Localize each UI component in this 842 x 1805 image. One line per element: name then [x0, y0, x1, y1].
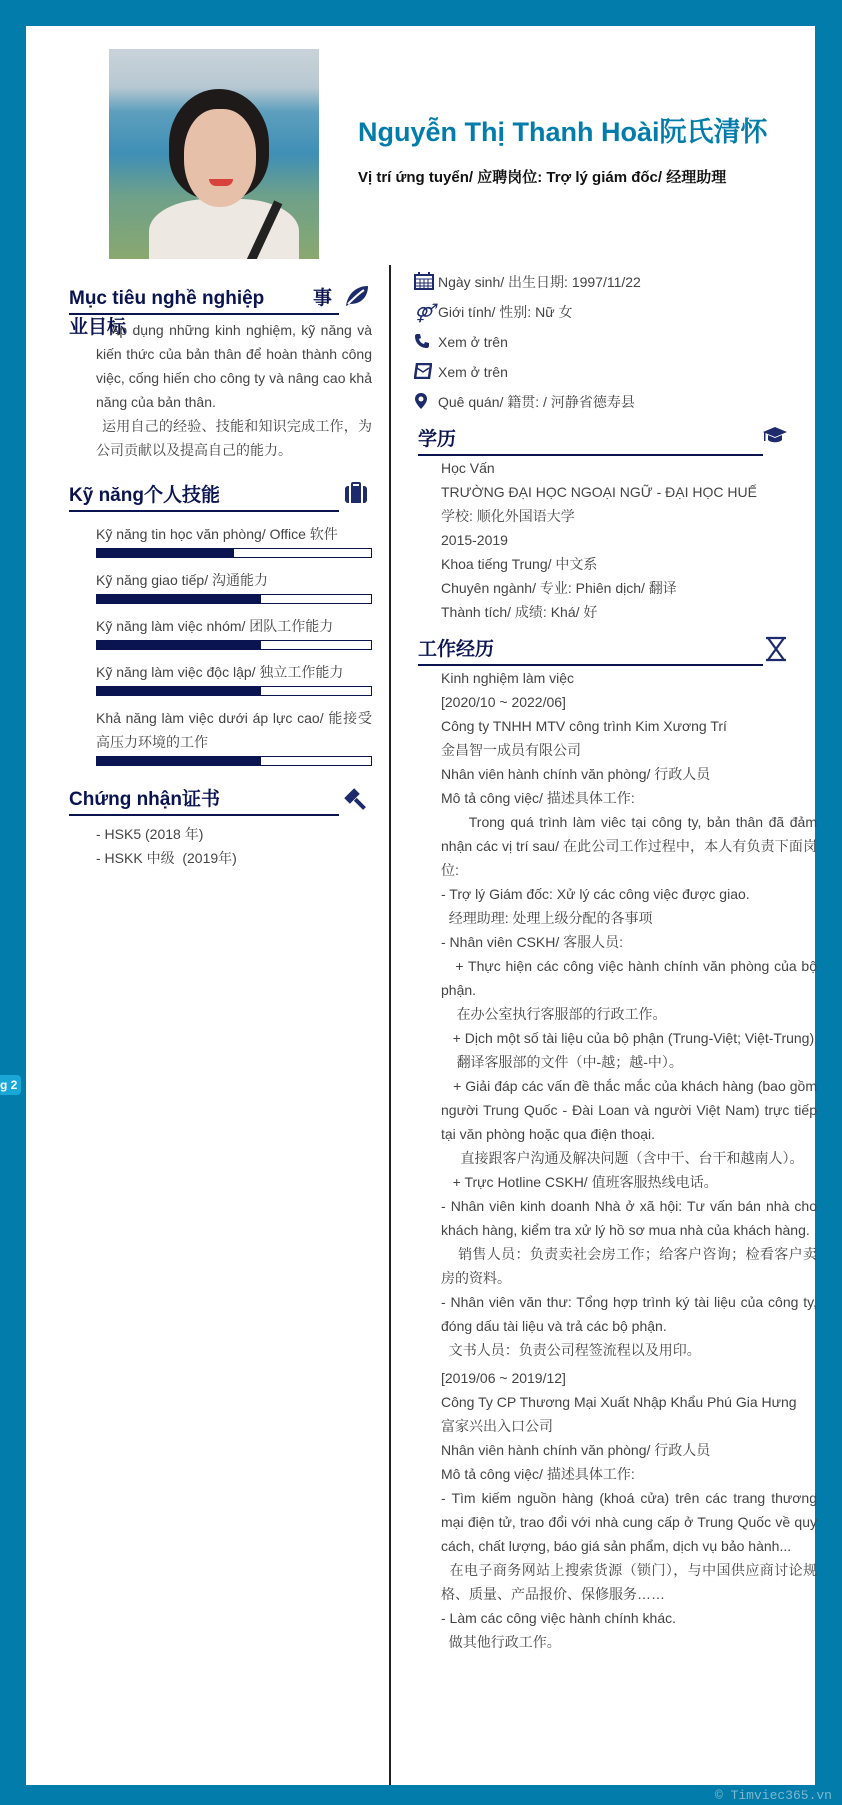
- cv-page: [26, 26, 821, 1785]
- job-role: Nhân viên hành chính văn phòng/ 行政人员: [441, 766, 711, 782]
- copyright: © Timviec365.vn: [714, 1788, 832, 1803]
- hourglass-icon: [764, 636, 788, 667]
- objective-text-vi: Áp dụng những kinh nghiệm, kỹ năng và kiến thức của bản thân để hoàn thành công việc, cống hiến cho công ty và nâng cao khả năng của bản thân.: [96, 322, 372, 410]
- skill-bar: [96, 686, 372, 696]
- skill-label: Kỹ năng giao tiếp/ 沟通能力: [96, 572, 268, 588]
- experience-heading: Kinh nghiệm làm việc: [441, 670, 575, 686]
- job-role: Nhân viên hành chính văn phòng/ 行政人员: [441, 1442, 711, 1458]
- section-underline: [69, 313, 339, 315]
- skills-title: Kỹ năng个人技能: [69, 485, 220, 506]
- job-company-cn: 富家兴出入口公司: [441, 1418, 553, 1434]
- job-company-cn: 金昌智一成员有限公司: [441, 742, 581, 758]
- candidate-name: Nguyễn Thị Thanh Hoài阮氏清怀: [358, 117, 768, 147]
- skill-bar: [96, 548, 372, 558]
- education-title: 学历: [418, 429, 457, 450]
- objective-title-cn: 事: [313, 288, 333, 309]
- leaf-icon: [344, 284, 370, 313]
- briefcase-icon: [344, 482, 368, 509]
- applied-position: Vị trí ứng tuyển/ 应聘岗位: Trợ lý giám đốc/ 经理助理: [358, 169, 727, 186]
- experience-details: Kinh nghiệm làm việc [2020/10 ~ 2022/06] Công ty TNHH MTV công trình Kim Xương Trí 金昌智一成员有限公司 Nhân viên hành chính văn phòng/ 行政人员 Mô tả công việc/ 描述具体工作: Trong quá trình làm viêc tại công ty, bản thân đã đảm nhận các vị trí sau/ 在此公司工作过程中，本人有负责下面岗位: - Trợ lý Giám đốc: Xử lý các công việc được giao. 经理助理: 处理上级分配的各事项 - Nhân viên CSKH/ 客服人员: + Thực hiện các công việc hành chính văn phòng của bộ phận. 在办公室执行客服部的行政工作。 + Dịch một số tài liệu của bộ phận (Trung-Việt; Việt-Trung) 翻译客服部的文件（中-越；越-中）。 + Giải đáp các vấn đề thắc mắc của khách hàng (bao gồm người Trung Quốc - Đài Loan và người Việt Nam) trực tiếp tại văn phòng hoặc qua điện thoại. 直接跟客户沟通及解决问题（含中干、台干和越南人）。 + Trực Hotline CSKH/ 值班客服热线电话。 - Nhân viên kinh doanh Nhà ở xã hội: Tư vấn bán nhà cho khách hàng, kiểm tra xử lý hồ sơ mua nhà của khách hàng. 销售人员：负责卖社会房工作；给客户咨询；检看客户卖房的资料。 - Nhân viên văn thư: Tổng hợp trình ký tài liệu của công ty, đóng dấu tài liệu và trả các bộ phận. 文书人员：负责公司程签流程以及用印。 [2019/06 ~ 2019/12] Công Ty CP Thương Mại Xuất Nhập Khẩu Phú Gia Hưng 富家兴出入口公司 Nhân viên hành chính văn phòng/ 行政人员 Mô tả công việc/ 描述具体工作: - Tìm kiếm nguồn hàng (khoá cửa) trên các trang thương mại điện tử, trao đổi với nhà cung cấp ở Trung Quốc về quy cách, chất lượng, báo giá sản phẩm, dịch vụ bảo hành... 在电子商务网站上搜索货源（锁门），与中国供应商讨论规格、质量、产品报价、保修服务…… - Làm các công việc hành chính khác. 做其他行政工作。: [441, 666, 817, 1654]
- gender-icon: ⚤: [414, 303, 436, 324]
- skill-bar: [96, 756, 372, 766]
- certificates-title: Chứng nhận证书: [69, 789, 220, 810]
- certificate-item: - HSK5 (2018 年): [96, 826, 204, 842]
- education-details: Học Vấn TRƯỜNG ĐẠI HỌC NGOẠI NGỮ - ĐẠI HỌC HUẾ 学校: 顺化外国语大学 2015-2019 Khoa tiếng Trung/ 中文系 Chuyên ngành/ 专业: Phiên dịch/ 翻译 Thành tích/ 成绩: Khá/ 好: [441, 460, 757, 620]
- certificate-item: - HSKK 中级 (2019年): [96, 850, 237, 866]
- email-icon: [414, 363, 438, 384]
- candidate-photo: [109, 49, 319, 259]
- skill-label: Khả năng làm việc dưới áp lực cao/ 能接受高压力环境的工作: [96, 710, 372, 750]
- job-desc-label: Mô tả công việc/ 描述具体工作:: [441, 1466, 635, 1482]
- objective-text-cn: 运用自己的经验、技能和知识完成工作，为公司贡献以及提高自己的能力。: [96, 418, 372, 458]
- skill-label: Kỹ năng làm việc độc lập/ 独立工作能力: [96, 664, 344, 680]
- phone-icon: [414, 333, 438, 354]
- gavel-icon: [342, 786, 370, 817]
- objective-title-cn-2: 业目标: [69, 317, 127, 338]
- job-company: Công Ty CP Thương Mại Xuất Nhập Khẩu Phú Gia Hưng: [441, 1394, 797, 1410]
- objective-title: Mục tiêu nghề nghiệp: [69, 288, 265, 309]
- column-divider: [389, 265, 391, 1785]
- section-underline: [69, 510, 339, 512]
- info-hometown: Quê quán/ 籍贯: / 河静省德寿县: [414, 392, 635, 412]
- section-underline: [69, 814, 339, 816]
- skill-bar: [96, 594, 372, 604]
- job-company: Công ty TNHH MTV công trình Kim Xương Trí: [441, 718, 727, 734]
- skill-label: Kỹ năng làm việc nhóm/ 团队工作能力: [96, 618, 334, 634]
- skill-label: Kỹ năng tin học văn phòng/ Office 软件: [96, 526, 338, 542]
- job-desc-label: Mô tả công việc/ 描述具体工作:: [441, 790, 635, 806]
- calendar-icon: [414, 272, 438, 295]
- info-gender: ⚤ Giới tính/ 性别: Nữ 女: [414, 303, 573, 324]
- page-2-tab[interactable]: g 2: [0, 1075, 21, 1095]
- graduation-cap-icon: [762, 426, 788, 449]
- info-birthdate: Ngày sinh/ 出生日期: 1997/11/22: [414, 272, 641, 292]
- info-email: Xem ở trên: [414, 362, 508, 382]
- experience-title: 工作经历: [418, 639, 495, 660]
- skill-bar: [96, 640, 372, 650]
- job-period: [2019/06 ~ 2019/12]: [441, 1370, 566, 1386]
- job-period: [2020/10 ~ 2022/06]: [441, 694, 566, 710]
- location-icon: [414, 392, 438, 415]
- info-phone: Xem ở trên: [414, 332, 508, 352]
